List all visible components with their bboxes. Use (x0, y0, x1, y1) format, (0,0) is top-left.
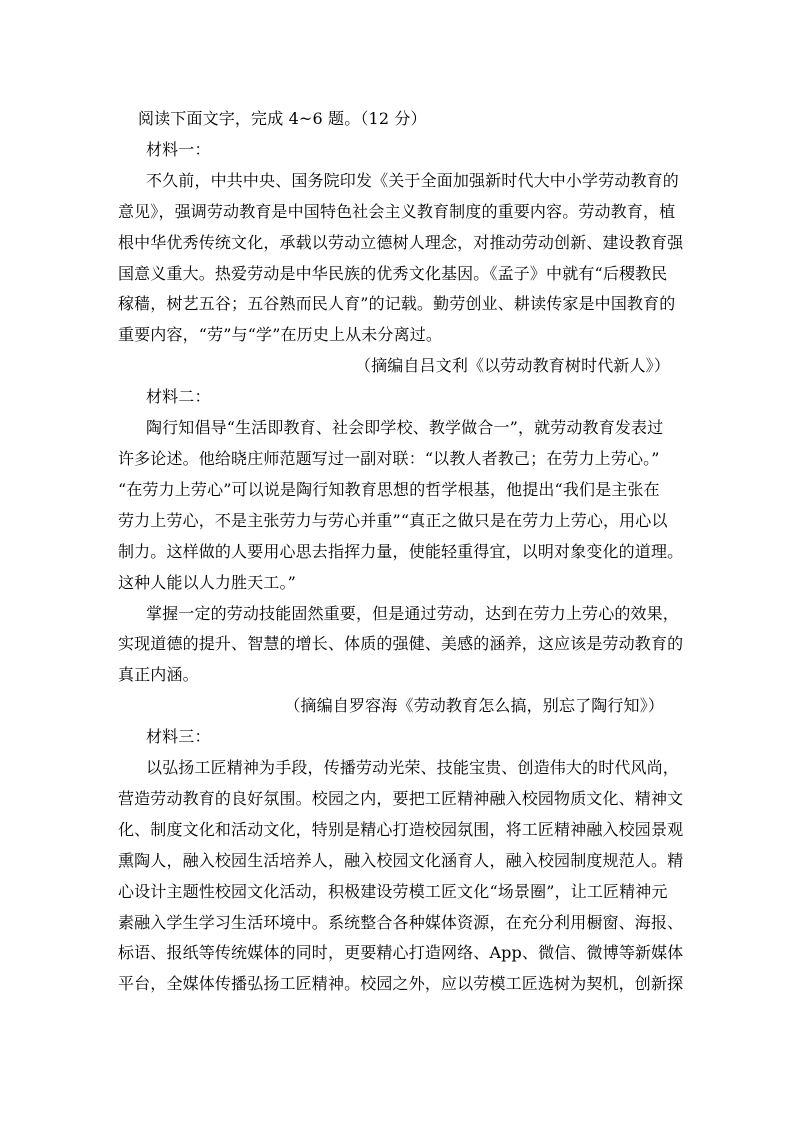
material1-source: （摘编自吕文利《以劳动教育树时代新人》） (354, 356, 670, 376)
material3-line: 素融入学生学习生活环境中。系统整合各种媒体资源，在充分利用橱窗、海报、 (118, 912, 684, 932)
material2-line: “在劳力上劳心”可以说是陶行知教育思想的哲学根基，他提出“我们是主张在 (118, 479, 660, 499)
material3-line: 化、制度文化和活动文化，特别是精心打造校园氛围，将工匠精神融入校园景观 (118, 819, 684, 839)
material2-line: 这种人能以人力胜天工。” (118, 572, 296, 592)
material2-line: 制力。这样做的人要用心思去指挥力量，使能轻重得宜，以明对象变化的道理。 (118, 541, 684, 561)
material1-line: 不久前，中共中央、国务院印发《关于全面加强新时代大中小学劳动教育的 (146, 170, 679, 190)
material1-label: 材料一： (146, 139, 211, 159)
material2-line: 许多论述。他给晓庄师范题写过一副对联：“以教人者教己；在劳力上劳心。” (118, 448, 660, 468)
material1-line: 稼穑，树艺五谷；五谷熟而民人育”的记载。勤劳创业、耕读传家是中国教育的 (118, 294, 676, 314)
material1-line: 国意义重大。热爱劳动是中华民族的优秀文化基因。《孟子》中就有“后稷教民 (118, 263, 668, 283)
material2-line: 陶行知倡导“生活即教育、社会即学校、教学做合一”，就劳动教育发表过 (146, 418, 664, 438)
reading-passage (118, 104, 684, 1000)
material2-label: 材料二： (146, 387, 211, 407)
material3-line: 平台，全媒体传播弘扬工匠精神。校园之外，应以劳模工匠选树为契机，创新探 (118, 974, 684, 994)
material2-line: 实现道德的提升、智慧的增长、体质的强健、美感的涵养，这应该是劳动教育的 (118, 634, 684, 654)
question-header: 阅读下面文字，完成 4~6 题。（12 分） (138, 109, 427, 128)
material1-line: 根中华优秀传统文化，承载以劳动立德树人理念，对推动劳动创新、建设教育强 (118, 232, 684, 252)
material3-line: 心设计主题性校园文化活动，积极建设劳模工匠文化“场景圈”，让工匠精神元 (118, 881, 668, 901)
material2-line: 真正内涵。 (118, 665, 199, 685)
material3-line: 营造劳动教育的良好氛围。校园之内，要把工匠精神融入校园物质文化、精神文 (118, 788, 684, 808)
material2-line: 劳力上劳心，不是主张劳力与劳心并重”“真正之做只是在劳力上劳心，用心以 (118, 510, 668, 530)
material2-source: （摘编自罗容海《劳动教育怎么搞，别忘了陶行知》） (284, 696, 664, 716)
material3-label: 材料三： (146, 727, 211, 747)
material3-line: 以弘扬工匠精神为手段，传播劳动光荣、技能宝贵、创造伟大的时代风尚， (146, 758, 679, 778)
material1-line: 意见》，强调劳动教育是中国特色社会主义教育制度的重要内容。劳动教育，植 (118, 201, 676, 221)
material2-line: 掌握一定的劳动技能固然重要，但是通过劳动，达到在劳力上劳心的效果， (146, 603, 679, 623)
material3-line: 熏陶人，融入校园生活培养人，融入校园文化涵育人，融入校园制度规范人。精 (118, 850, 684, 870)
material1-line: 重要内容，“劳”与“学”在历史上从未分离过。 (118, 325, 443, 345)
material3-line: 标语、报纸等传统媒体的同时，更要精心打造网络、App、微信、微博等新媒体 (118, 943, 684, 963)
